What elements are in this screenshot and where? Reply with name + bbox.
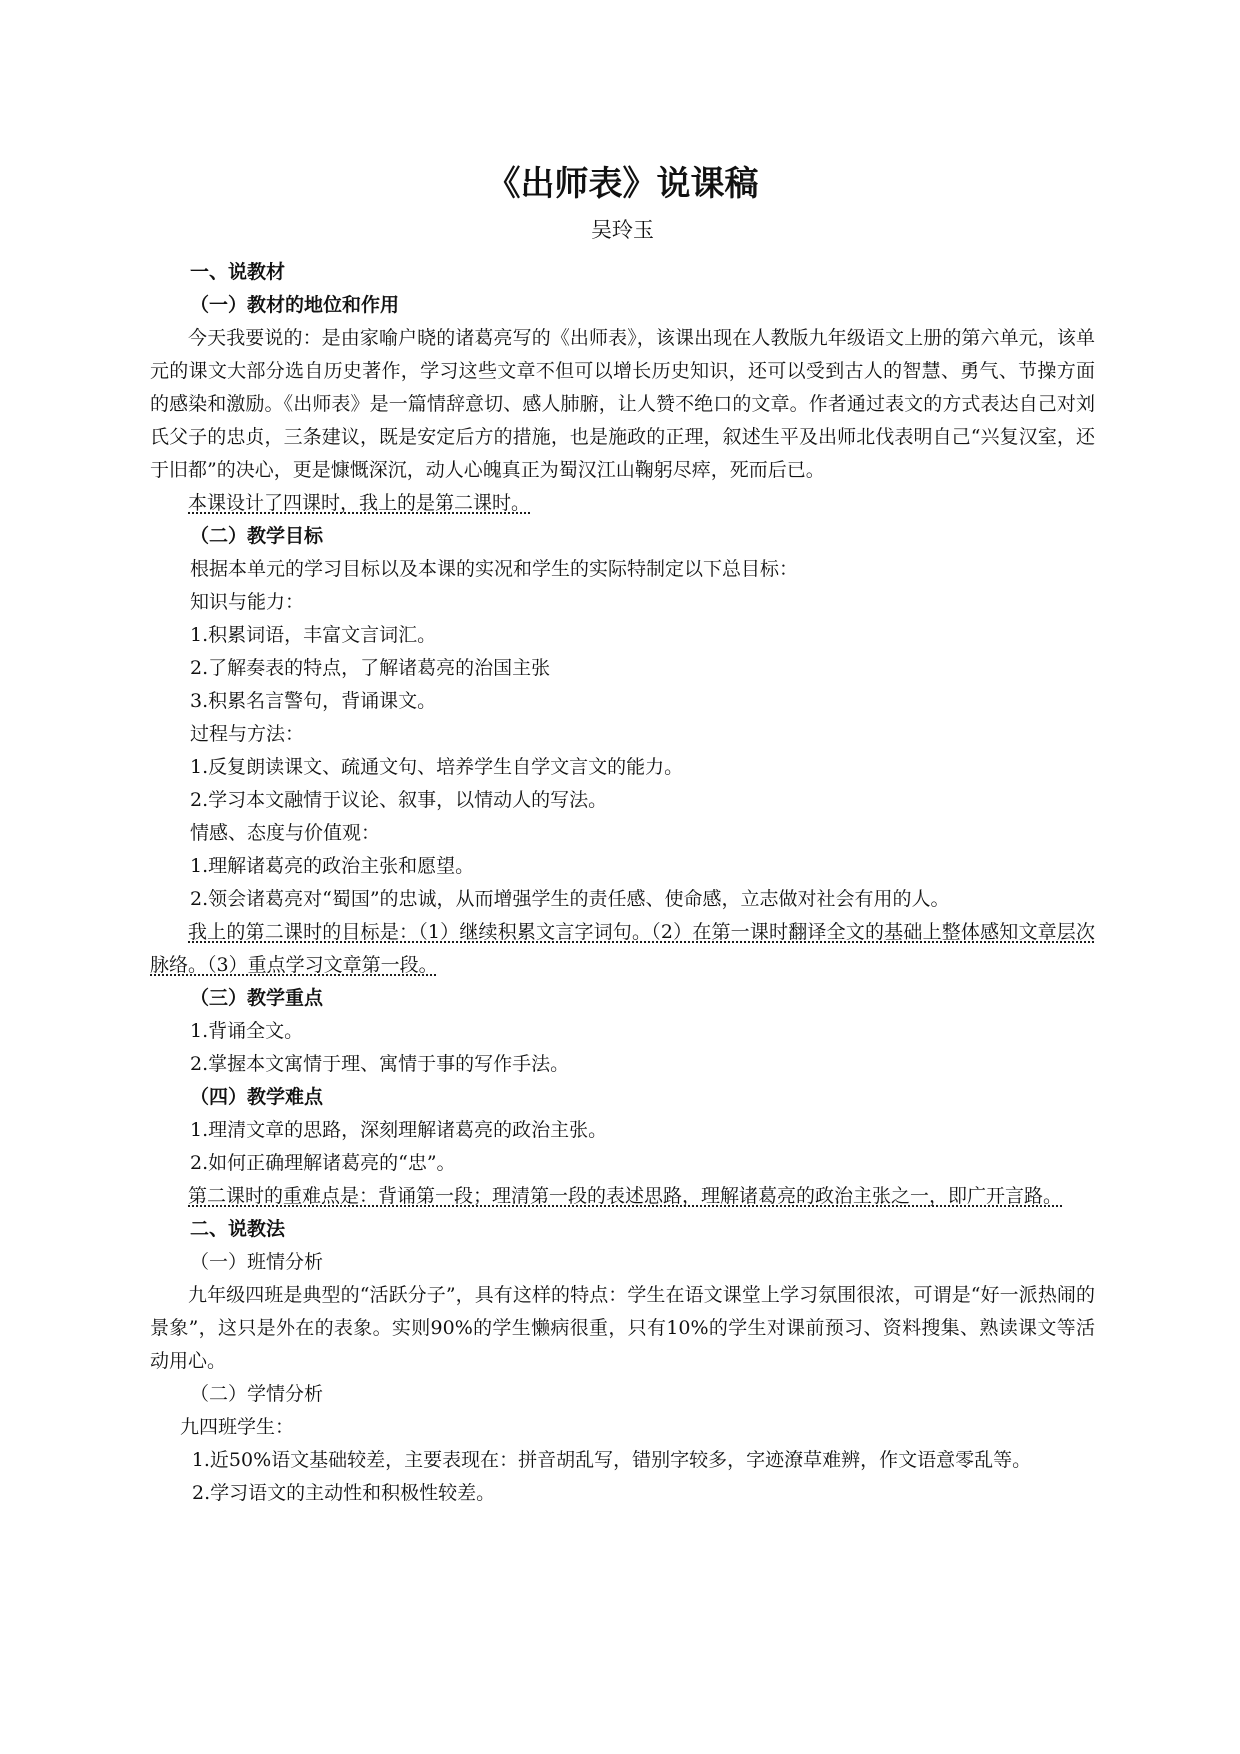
underlined-text: 我上的第二课时的目标是：（1）继续积累文言字词句。（2）在第一课时翻译全文的基础上整体感知文章层次脉络。（3）重点学习文章第一段。 (150, 921, 1095, 976)
difficulty-item: 2.如何正确理解诸葛亮的“忠”。 (190, 1152, 456, 1174)
goal-item: 3.积累名言警句，背诵课文。 (190, 690, 437, 712)
goal-item: 1.理解诸葛亮的政治主张和愿望。 (190, 855, 475, 877)
goal-item: 2.领会诸葛亮对“蜀国”的忠诚，从而增强学生的责任感、使命感，立志做对社会有用的人。 (190, 888, 950, 910)
subsection-heading-1-1: （一）教材的地位和作用 (190, 294, 400, 316)
difficulty-item: 1.理清文章的思路，深刻理解诸葛亮的政治主张。 (190, 1119, 608, 1141)
paragraph-class-analysis: 九年级四班是典型的“活跃分子”，具有这样的特点：学生在语文课堂上学习氛围很浓，可谓是“好一派热闹的景象”，这只是外在的表象。实则90%的学生懒病很重，只有10%的学生对课前预习、资料搜集、熟读课文等活动用心。 (150, 1284, 1095, 1372)
goal-group-process: 过程与方法： (190, 723, 305, 745)
goal-item: 1.积累词语，丰富文言词汇。 (190, 624, 437, 646)
paragraph-intro: 今天我要说的：是由家喻户晓的诸葛亮写的《出师表》，该课出现在人教版九年级语文上册的第六单元，该单元的课文大部分选自历史著作，学习这些文章不但可以增长历史知识，还可以受到古人的智慧、勇气、节操方面的感染和激励。《出师表》是一篇情辞意切、感人肺腑，让人赞不绝口的文章。作者通过表文的方式表达自己对刘氏父子的忠贞，三条建议，既是安定后方的措施，也是施政的正理，叙述生平及出师北伐表明自己“兴复汉室，还于旧都”的决心，更是慷慨深沉，动人心魄真正为蜀汉江山鞠躬尽瘁，死而后已。 (150, 327, 1095, 481)
goal-item: 1.反复朗读课文、疏通文句、培养学生自学文言文的能力。 (190, 756, 684, 778)
subsection-heading-1-2: （二）教学目标 (190, 525, 324, 547)
goal-item: 2.学习本文融情于议论、叙事，以情动人的写法。 (190, 789, 608, 811)
paragraph-lesson-difficulty (150, 1180, 1095, 1213)
key-point-item: 2.掌握本文寓情于理、寓情于事的写作手法。 (190, 1053, 570, 1075)
paragraph-lesson-goals (150, 916, 1095, 982)
goal-group-attitude: 情感、态度与价值观： (190, 822, 381, 844)
goals-intro: 根据本单元的学习目标以及本课的实况和学生的实际特制定以下总目标： (190, 558, 799, 580)
goal-item: 2.了解奏表的特点，了解诸葛亮的治国主张 (190, 657, 551, 679)
section-heading-1: 一、说教材 (190, 261, 286, 283)
student-analysis-item: 2.学习语文的主动性和积极性较差。 (192, 1482, 496, 1504)
student-intro: 九四班学生： (180, 1416, 295, 1438)
subsection-heading-1-4: （四）教学难点 (190, 1086, 324, 1108)
subsection-heading-2-2: （二）学情分析 (190, 1383, 324, 1405)
goal-group-knowledge: 知识与能力： (190, 591, 305, 613)
section-heading-2: 二、说教法 (190, 1218, 286, 1240)
subsection-heading-2-1: （一）班情分析 (190, 1251, 324, 1273)
paragraph-lesson-plan (150, 487, 1095, 520)
subsection-heading-1-3: （三）教学重点 (190, 987, 324, 1009)
document-title: 《出师表》说课稿 (486, 164, 759, 204)
underlined-text: 第二课时的重难点是：背诵第一段；理清第一段的表述思路，理解诸葛亮的政治主张之一，即广开言路。 (188, 1185, 1063, 1207)
student-analysis-item: 1.近50%语文基础较差，主要表现在：拼音胡乱写，错别字较多，字迹潦草难辨，作文语意零乱等。 (191, 1449, 1032, 1471)
key-point-item: 1.背诵全文。 (190, 1020, 304, 1042)
underlined-text: 本课设计了四课时，我上的是第二课时。 (188, 492, 531, 514)
document-page (150, 150, 1095, 1510)
author-name: 吴玲玉 (591, 218, 654, 242)
